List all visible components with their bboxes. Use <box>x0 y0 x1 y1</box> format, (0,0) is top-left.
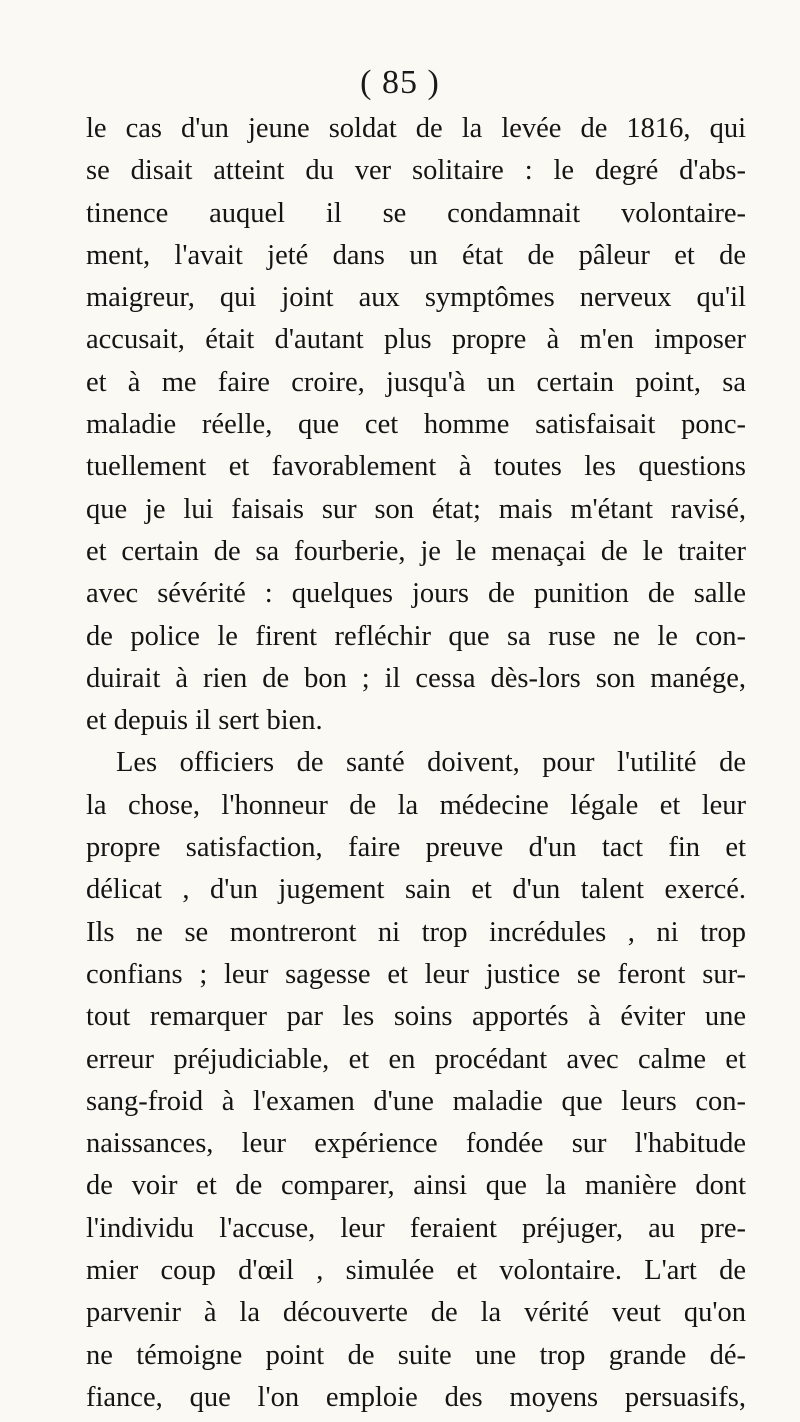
text-line: délicat , d'un jugement sain et d'un talent exercé. <box>86 874 746 906</box>
text-line: de voir et de comparer, ainsi que la manière dont <box>86 1170 746 1202</box>
text-line: maigreur, qui joint aux symptômes nerveux qu'il <box>86 282 746 314</box>
text-line: fiance, que l'on emploie des moyens persuasifs, <box>86 1381 746 1413</box>
text-line: ne témoigne point de suite une trop grande dé- <box>86 1339 746 1371</box>
body-text <box>86 108 746 1419</box>
text-line: tout remarquer par les soins apportés à éviter une <box>86 1001 746 1033</box>
text-line: de police le firent refléchir que sa ruse ne le con- <box>86 620 746 652</box>
text-line: accusait, était d'autant plus propre à m'en imposer <box>86 324 746 356</box>
text-line: propre satisfaction, faire preuve d'un tact fin et <box>86 832 746 864</box>
text-line: maladie réelle, que cet homme satisfaisait ponc- <box>86 409 746 441</box>
text-line: et certain de sa fourberie, je le menaçai de le traiter <box>86 535 746 567</box>
text-line: que je lui faisais sur son état; mais m'étant ravisé, <box>86 493 746 525</box>
text-line: se disait atteint du ver solitaire : le degré d'abs- <box>86 155 746 187</box>
text-line: tinence auquel il se condamnait volontaire- <box>86 197 746 229</box>
text-line: mier coup d'œil , simulée et volontaire. L'art de <box>86 1255 746 1287</box>
paragraph-first-line: Les officiers de santé doivent, pour l'utilité de <box>116 747 746 779</box>
text-line: duirait à rien de bon ; il cessa dès-lors son manége, <box>86 662 746 694</box>
text-line: naissances, leur expérience fondée sur l'habitude <box>86 1128 746 1160</box>
page-number: ( 85 ) <box>360 64 440 101</box>
paragraph-end-line: et depuis il sert bien. <box>86 705 323 737</box>
text-line: avec sévérité : quelques jours de punition de salle <box>86 578 746 610</box>
text-line: erreur préjudiciable, et en procédant avec calme et <box>86 1043 746 1075</box>
text-line: sang-froid à l'examen d'une maladie que leurs con- <box>86 1085 746 1117</box>
text-line: Ils ne se montreront ni trop incrédules , ni trop <box>86 916 746 948</box>
text-line: et à me faire croire, jusqu'à un certain point, sa <box>86 366 746 398</box>
text-line: le cas d'un jeune soldat de la levée de 1816, qui <box>86 113 746 144</box>
text-line: la chose, l'honneur de la médecine légale et leur <box>86 789 746 821</box>
text-line: l'individu l'accuse, leur feraient préjuger, au pre- <box>86 1212 746 1244</box>
text-line: tuellement et favorablement à toutes les questions <box>86 451 746 483</box>
text-line: confians ; leur sagesse et leur justice se feront sur- <box>86 958 746 990</box>
text-line: parvenir à la découverte de la vérité veut qu'on <box>86 1297 746 1329</box>
text-line: ment, l'avait jeté dans un état de pâleur et de <box>86 239 746 271</box>
